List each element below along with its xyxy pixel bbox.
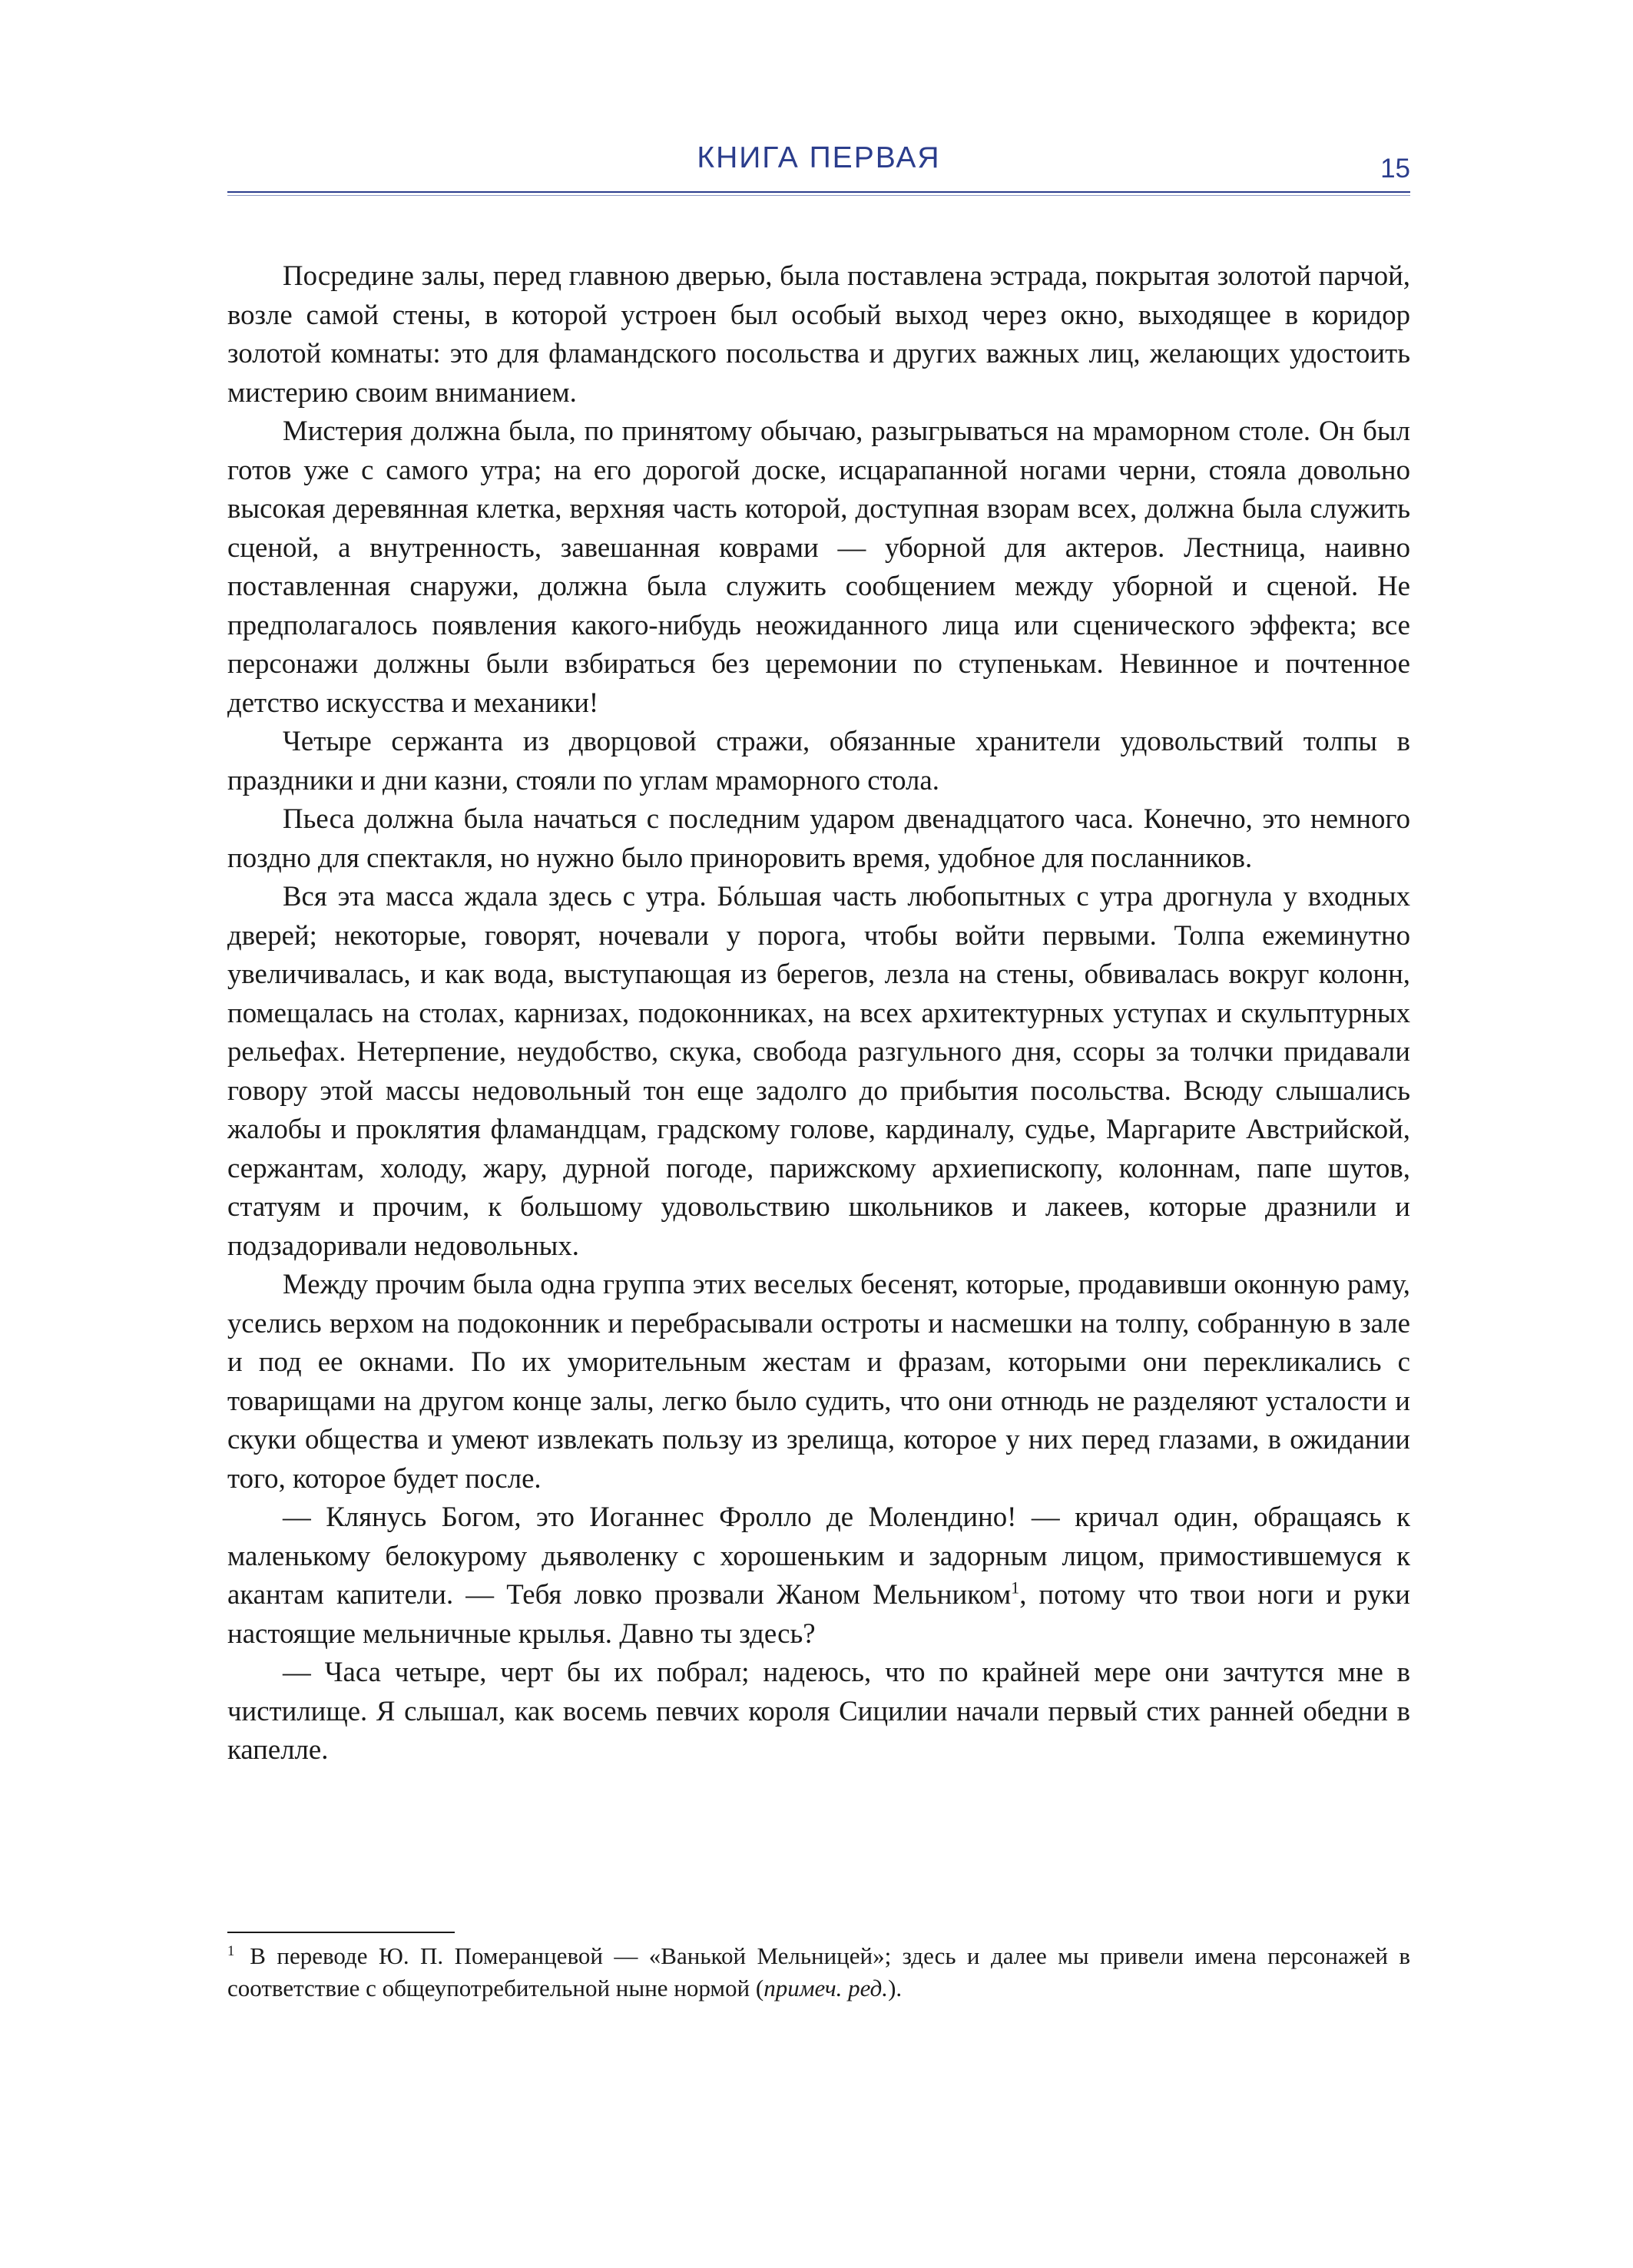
footnote-number: 1 (227, 1942, 235, 1959)
footnote-reference[interactable]: 1 (1011, 1578, 1020, 1598)
body-text (227, 257, 1410, 1770)
header-rule-secondary (227, 195, 1410, 196)
paragraph: Посредине залы, перед главною дверью, была поставлена эстрада, покрытая золотой парчой, возле самой стены, в которой устроен был особый выход через окно, выходящее в коридор золотой комнаты: это для фламандского посольства и других важных лиц, желающих удостоить мистерию своим вниманием. (227, 260, 1410, 408)
dialogue-paragraph: — Часа четыре, черт бы их побрал; надеюсь, что по крайней мере они зачтутся мне в чистилище. Я слышал, как восемь певчих короля Сицилии начали первый стих ранней обедни в капелле. (227, 1656, 1410, 1765)
paragraph: Четыре сержанта из дворцовой стражи, обязанные хранители удовольствий толпы в праздники и дни казни, стояли по углам мраморного стола. (227, 725, 1410, 796)
paragraph: Пьеса должна была начаться с последним ударом двенадцатого часа. Конечно, это немного поздно для спектакля, но нужно было приноровить время, удобное для посланников. (227, 803, 1410, 873)
header-rule (227, 191, 1410, 193)
running-head-title: КНИГА ПЕРВАЯ (697, 141, 941, 174)
footnote-closing: ). (888, 1975, 903, 2001)
paragraph: Между прочим была одна группа этих веселых бесенят, которые, продавивши оконную раму, уселись верхом на подоконник и перебрасывали остроты и насмешки на толпу, собранную в зале и под ее окнами. По их уморительным жестам и фразам, которыми они перекликались с товарищами на другом конце залы, легко было судить, что они отнюдь не разделяют усталости и скуки общества и умеют извлекать пользу из зрелища, которое у них перед глазами, в ожидании того, которое будет после. (227, 1268, 1410, 1494)
footnote (227, 1940, 1410, 2005)
footnote-text: В переводе Ю. П. Померанцевой — «Ванькой Мельницей»; здесь и далее мы привели имена персонажей в соответствие с общеупотребительной ныне нормой ( (227, 1942, 1410, 2001)
dialogue-text: , потому что твои ноги и руки настоящие мельничные крылья. Давно ты здесь? (227, 1578, 1410, 1649)
page-number: 15 (1380, 154, 1410, 184)
dialogue-text: — Клянусь Богом, это Иоганнес Фролло де Молендино! — кричал один, обращаясь к маленькому белокурому дьяволенку с хорошеньким и задорным лицом, примостившемуся к акантам капители. — Тебя ловко прозвали Жаном Мельником (227, 1501, 1410, 1610)
running-header (227, 138, 1410, 192)
footnote-editor-note: примеч. ред. (764, 1975, 889, 2001)
paragraph: Вся эта масса ждала здесь с утра. Бóльшая часть любопытных с утра дрогнула у входных дверей; некоторые, говорят, ночевали у порога, чтобы войти первыми. Толпа ежеминутно увеличивалась, и как вода, выступающая из берегов, лезла на стены, обвивалась вокруг колонн, помещалась на столах, карнизах, подоконниках, на всех архитектурных уступах и скульптурных рельефах. Нетерпение, неудобство, скука, свобода разгульного дня, ссоры за толчки придавали говору этой массы недовольный тон еще задолго до прибытия посольства. Всюду слышались жалобы и проклятия фламандцам, градскому голове, кардиналу, судье, Маргарите Австрийской, сержантам, холоду, жару, дурной погоде, парижскому архиепископу, колоннам, папе шутов, статуям и прочим, к большому удовольствию школьников и лакеев, которые дразнили и подзадоривали недовольных. (227, 880, 1410, 1261)
dialogue-paragraph (227, 1498, 1410, 1653)
footnote-rule (227, 1932, 455, 1933)
paragraph: Мистерия должна была, по принятому обычаю, разыгрываться на мраморном столе. Он был готов уже с самого утра; на его дорогой доске, исцарапанной ногами черни, стояла довольно высокая деревянная клетка, верхняя часть которой, доступная взорам всех, должна была служить сценой, а внутренность, завешанная коврами — уборной для актеров. Лестница, наивно поставленная снаружи, должна была служить сообщением между уборной и сценой. Не предполагалось появления какого-нибудь неожиданного лица или сценического эффекта; все персонажи должны были взбираться без церемонии по ступенькам. Невинное и почтенное детство искусства и механики! (227, 415, 1410, 718)
